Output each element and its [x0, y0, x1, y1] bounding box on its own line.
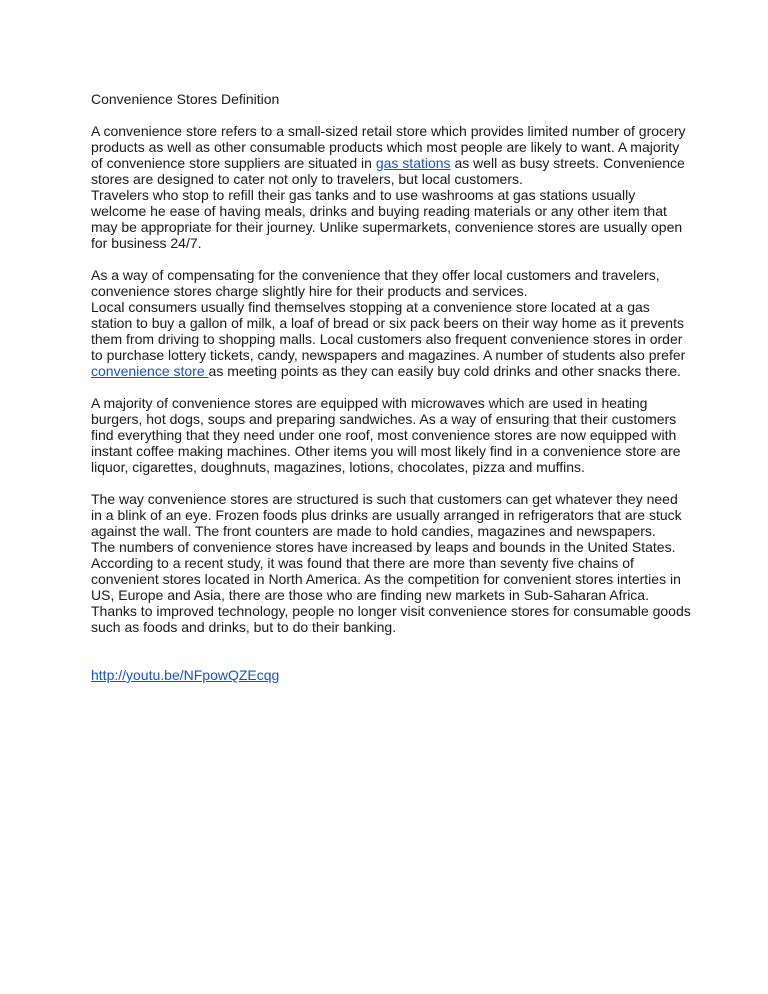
paragraph-structure: The way convenience stores are structured is such that customers can get whatever they need in a blink of an eye. Frozen foods plus drinks are usually arranged in refrigerators that are stuck against the wall. The front counters are made to hold candies, magazines and newspapers.: [91, 491, 682, 539]
document-body: [91, 91, 691, 683]
youtube-video-link[interactable]: http://youtu.be/NFpowQZEcqg: [91, 667, 280, 683]
paragraph-local-text-a: Local consumers usually find themselves stopping at a convenience store located at a gas station to buy a gallon of milk, a loaf of bread or six pack beers on their way home as it prevents them from driving to shopping malls. Local customers also frequent convenience stores in order to purchase lottery tickets, candy, newspapers and magazines. A number of students also prefer: [91, 299, 686, 363]
document-title: Convenience Stores Definition: [91, 91, 280, 107]
paragraph-equipment: A majority of convenience stores are equipped with microwaves which are used in heating burgers, hot dogs, soups and preparing sandwiches. As a way of ensuring that their customers find everything that they need under one roof, most convenience stores are now equipped with instant coffee making machines. Other items you will most likely find in a convenience store are liquor, cigarettes, doughnuts, magazines, lotions, chocolates, pizza and muffins.: [91, 395, 681, 475]
paragraph-spacer: [91, 251, 691, 267]
convenience-store-link[interactable]: convenience store: [91, 363, 209, 379]
gas-stations-link[interactable]: gas stations: [375, 155, 451, 171]
paragraph-spacer: [91, 635, 691, 667]
paragraph-intro-text-b: as well as busy streets. Convenience stores are designed to cater not only to travelers, but local customers.: [91, 155, 685, 187]
paragraph-local-text-b: as meeting points as they can easily buy cold drinks and other snacks there.: [208, 363, 681, 379]
paragraph-pricing: As a way of compensating for the convenience that they offer local customers and travelers, convenience stores charge slightly hire for their products and services.: [91, 267, 660, 299]
paragraph-spacer: [91, 475, 691, 491]
video-link-line: [91, 667, 691, 683]
paragraph-spacer: [91, 379, 691, 395]
paragraph-travelers: Travelers who stop to refill their gas tanks and to use washrooms at gas stations usually welcome he ease of having meals, drinks and buying reading materials or any other item that may be appropriate for their journey. Unlike supermarkets, convenience stores are usually open for business 24/7.: [91, 187, 683, 251]
paragraph-local-consumers: [91, 299, 691, 379]
paragraph-intro: [91, 123, 691, 187]
paragraph-growth: The numbers of convenience stores have increased by leaps and bounds in the United States. According to a recent study, it was found that there are more than seventy five chains of convenient stores located in North America. As the competition for convenient stores interties in US, Europe and Asia, there are those who are finding new markets in Sub-Saharan Africa. Thanks to improved technology, people no longer visit convenience stores for consumable goods such as foods and drinks, but to do their banking.: [91, 539, 691, 635]
paragraph-intro-text-a: A convenience store refers to a small-sized retail store which provides limited number of grocery products as well as other consumable products which most people are likely to want. A majority of convenience store suppliers are situated in: [91, 123, 686, 171]
